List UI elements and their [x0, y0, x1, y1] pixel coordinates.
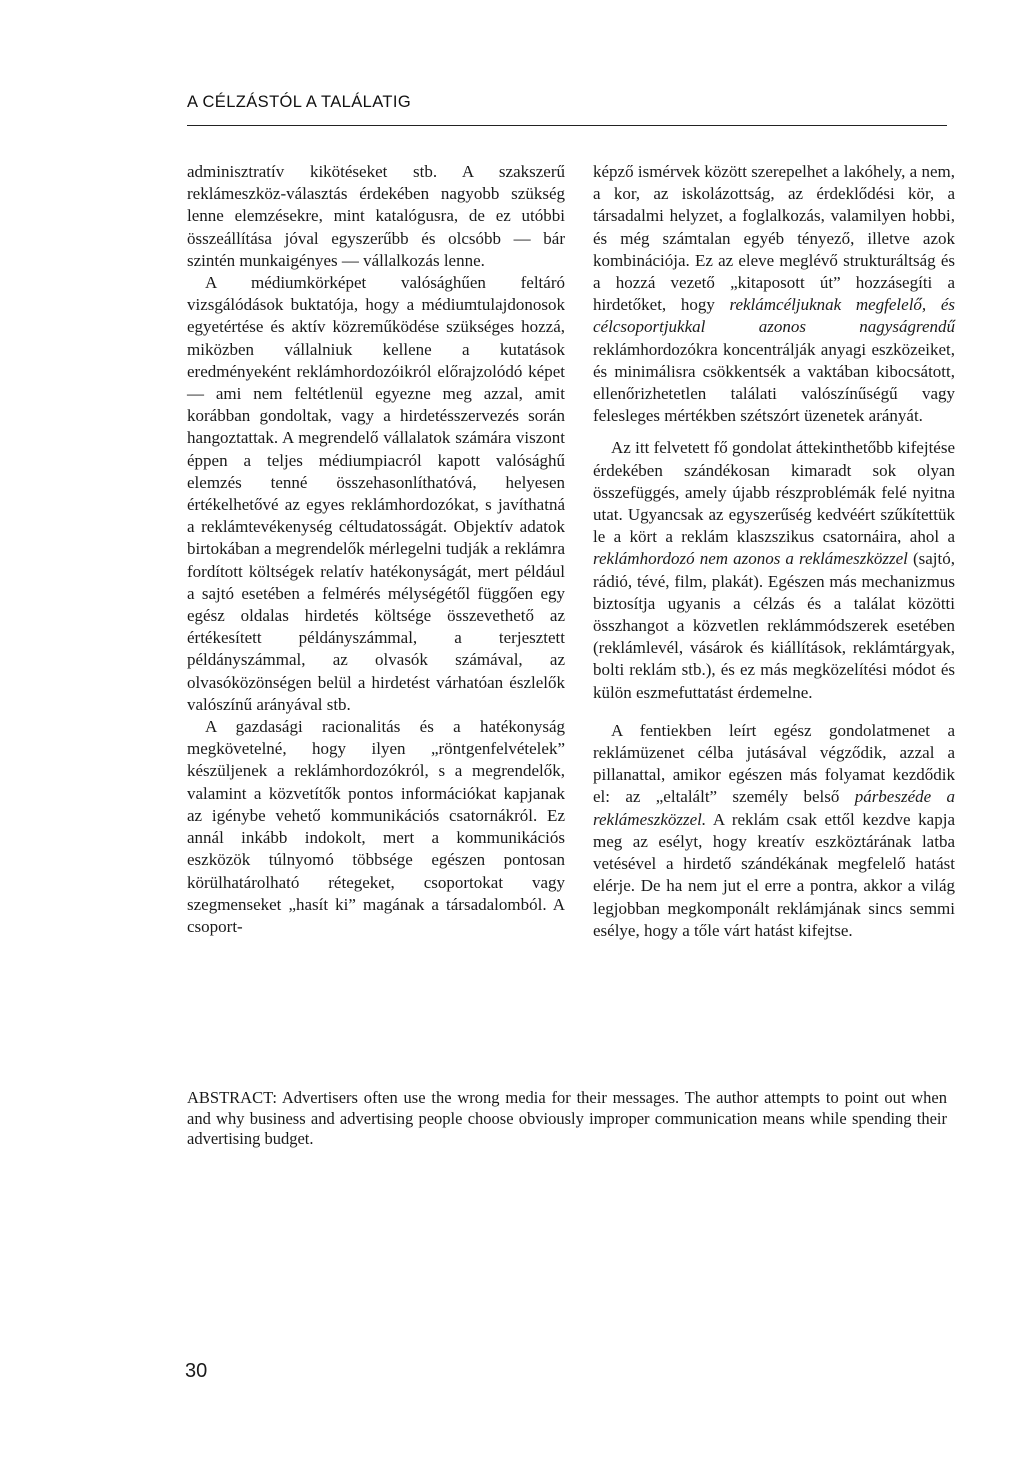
right-column: [593, 161, 955, 942]
right-p3-text-b: A reklám csak ettől kezdve kapja meg az esélyt, hogy kreatív eszköztárának latba vetésével a hirdető szándékának megfelelő hatást elérje. De ha nem jut el erre a pontra, akkor a világ legjobban megkomponált reklámjának sincs semmi esélye, hogy a tőle várt hatást kifejtse.: [593, 809, 955, 940]
left-paragraph-2: A médiumkörképet valósághűen feltáró vizsgálódások buktatója, hogy a médiumtulajdonosok egyetértése és aktív közreműködése szükséges hozzá, miközben vállalniuk kellene a kutatások eredményeként reklámhordozóikról előrajzolódó képet — ami nem feltétlenül egyezne meg azzal, amit korábban gondoltak, vagy a hirdetésszervezés során hangoztattak. A megrendelő vállalatok számára viszont éppen a teljes médiumpiacról kapott valósághű elemzés tenné összehasonlíthatóvá, helyesen értékelhetővé az egyes reklámhordozókat, s javíthatná a reklámtevékenység céltudatosságát. Objektív adatok birtokában a megrendelők mérlegelni tudják a reklámra fordított költségek relatív hatékonyságát, mert például a sajtó esetében a felmérés mélységétől függően egy egész oldalas hirdetés költsége összevethető az értékesített példányszámmal, a terjesztett példányszámmal, az olvasók számával, az olvasóközönségen belül a hirdetést várhatóan észlelők valószínű arányával stb.: [187, 273, 565, 714]
right-paragraph-3: [593, 720, 955, 942]
abstract-label: ABSTRACT:: [187, 1088, 277, 1107]
running-head: A CÉLZÁSTÓL A TALÁLATIG: [187, 93, 412, 111]
right-p2-emphasis: reklámhordozó nem azonos a reklámeszközzel: [593, 549, 908, 569]
right-p1-text-b: reklámhordozókra koncentrálják anyagi eszközeiket, és minimálisra csökkentsék a vaktában kibocsátott, ellenőrizhetetlen találati valószínűségű vagy felesleges mértékben szétszórt üzenetek arányát.: [593, 339, 955, 426]
right-p3-emphasis: párbeszéde a reklámeszközzel.: [593, 787, 956, 829]
right-p1-text-a: képző ismérvek között szerepelhet a lakóhely, a nem, a kor, az iskolázottság, az érdeklődési kör, a társadalmi helyzet, a foglalkozás, valamilyen hobbi, és még számtalan egyéb tényező, illetve azok kombinációja. Ez az eleve meglévő strukturáltság és a hozzá vezető „kitaposott út” hozzásegíti a hirdetőket, hogy: [593, 162, 955, 315]
abstract-text: Advertisers often use the wrong media for their messages. The author attempts to point out when and why business and advertising people choose obviously improper communication means while spending their advertising budget.: [187, 1088, 947, 1148]
page-number: 30: [185, 1360, 208, 1382]
left-paragraph-1: adminisztratív kikötéseket stb. A szakszerű reklámeszköz-választás érdekében nagyobb szükség lenne elemzésekre, mint katalógusra, de ez utóbbi összeállítása jóval egyszerűbb és olcsóbb — bár szintén munkaigényes — vállalkozás lenne.: [187, 162, 565, 270]
right-paragraph-1: [593, 161, 955, 427]
header-rule: [187, 125, 947, 126]
left-paragraph-3: A gazdasági racionalitás és a hatékonyság megkövetelné, hogy ilyen „röntgenfelvételek” készüljenek a reklámhordozókról, s a megrendelők, valamint a közvetítők pontos információkat kapjanak az igénybe vehető kommunikációs csatornákról. Ez annál inkább indokolt, mert a kommunikációs eszközök túlnyomó többsége egészen pontosan körülhatárolható rétegeket, csoportokat vagy szegmenseket „hasít ki” magának a társadalomból. A csoport-: [187, 717, 565, 936]
right-p1-emphasis: reklámcéljuknak megfelelő, és célcsoportjukkal azonos nagyságrendű: [593, 295, 955, 337]
right-p2-text-a: Az itt felvetett fő gondolat áttekinthetőbb kifejtése érdekében szándékosan kimaradt sok olyan összefüggés, amely újabb részproblémák felé nyitna utat. Ugyancsak az egyszerűség kedvéért szűkítettük le a kört a reklám klaszszikus csatornáira, ahol a: [593, 438, 955, 547]
right-p3-text-a: A fentiekben leírt egész gondolatmenet a reklámüzenet célba jutásával végződik, azzal a pillanattal, amikor egészen más folyamat kezdődik el: az „eltalált” személy belső: [593, 720, 955, 807]
right-p2-text-b: (sajtó, rádió, tévé, film, plakát). Egészen más mechanizmus biztosítja ugyanis a célzás és a találat közötti összhangot a közvetlen reklámmódszerek esetében (reklámlevél, vásárok és kiállítások, reklámtárgyak, bolti reklám stb.), és ez más megközelítési módot és külön eszmefuttatást érdemelne.: [593, 549, 955, 702]
left-column: [187, 161, 565, 938]
abstract: [187, 1088, 947, 1150]
right-paragraph-2: [593, 437, 955, 703]
